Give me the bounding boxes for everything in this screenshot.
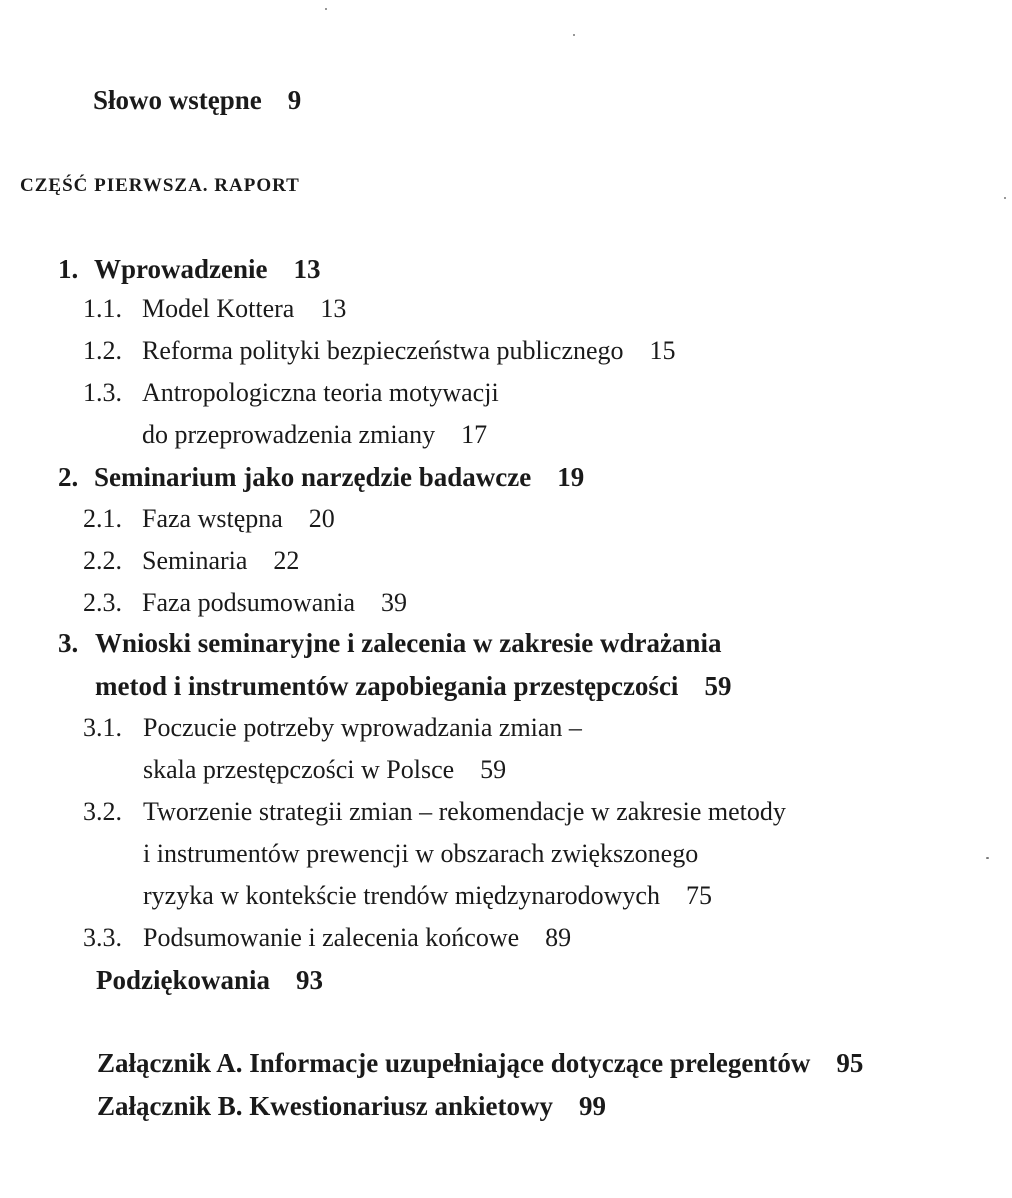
toc-entry-section-1-3[interactable]	[83, 380, 499, 406]
entry-title-line-2: metod i instrumentów zapobiegania przestępczości	[95, 671, 679, 701]
entry-title-line-1: Wnioski seminaryjne i zalecenia w zakresie wdrażania	[95, 628, 722, 658]
page-number: 95	[836, 1048, 864, 1078]
page-number: 22	[273, 546, 300, 575]
entry-number: 1.2.	[83, 336, 122, 365]
toc-entry-section-1-1[interactable]	[83, 296, 346, 322]
entry-title: Faza wstępna	[142, 504, 283, 533]
toc-entry-section-2-1[interactable]	[83, 506, 335, 532]
page-number: 20	[308, 504, 335, 533]
page-number: 13	[320, 294, 347, 323]
entry-title-line-1: Poczucie potrzeby wprowadzania zmian –	[143, 713, 582, 742]
toc-entry-section-1-2[interactable]	[83, 338, 676, 364]
scan-speck	[325, 8, 327, 10]
entry-number: 1.	[58, 254, 79, 284]
toc-entry-section-3-2-line-3[interactable]	[143, 883, 712, 909]
entry-number: 1.3.	[83, 378, 122, 407]
entry-number: 2.3.	[83, 588, 122, 617]
toc-entry-acknowledgements[interactable]	[96, 967, 323, 994]
toc-entry-section-2-3[interactable]	[83, 590, 407, 616]
entry-number: 3.2.	[83, 797, 122, 826]
toc-entry-chapter-2[interactable]	[58, 464, 584, 491]
toc-entry-appendix-b[interactable]	[97, 1093, 606, 1120]
entry-title-line-2: do przeprowadzenia zmiany	[142, 420, 436, 449]
scan-speck	[1004, 197, 1006, 199]
page-number: 89	[545, 923, 572, 952]
entry-title: Załącznik A. Informacje uzupełniające dotyczące prelegentów	[97, 1048, 811, 1078]
entry-title-line-1: Antropologiczna teoria motywacji	[142, 378, 499, 407]
toc-entry-chapter-3[interactable]	[58, 630, 721, 657]
toc-entry-section-3-3[interactable]	[83, 925, 571, 951]
toc-entry-appendix-a[interactable]	[97, 1050, 863, 1077]
entry-number: 3.1.	[83, 713, 122, 742]
page-number: 19	[557, 462, 585, 492]
entry-number: 1.1.	[83, 294, 122, 323]
entry-title: Wprowadzenie	[94, 254, 268, 284]
entry-title: Reforma polityki bezpieczeństwa publicznego	[142, 336, 624, 365]
page-number: 13	[293, 254, 321, 284]
toc-entry-chapter-3-continued[interactable]	[95, 673, 731, 700]
part-heading: CZĘŚĆ PIERWSZA. RAPORT	[20, 175, 300, 196]
page-number: 59	[704, 671, 732, 701]
toc-entry-section-3-1[interactable]	[83, 715, 582, 741]
page-number: 9	[287, 85, 302, 115]
toc-entry-section-1-3-continued[interactable]	[142, 422, 487, 448]
page-number: 93	[296, 965, 324, 995]
entry-number: 2.	[58, 462, 79, 492]
entry-number: 2.1.	[83, 504, 122, 533]
toc-entry-foreword[interactable]	[93, 87, 301, 114]
toc-entry-section-3-1-continued[interactable]	[143, 757, 506, 783]
entry-title: Faza podsumowania	[142, 588, 356, 617]
page-number: 99	[579, 1091, 607, 1121]
entry-title-line-1: Tworzenie strategii zmian – rekomendacje w zakresie metody	[143, 797, 786, 826]
toc-entry-section-3-2-line-2[interactable]	[143, 841, 698, 867]
entry-title-line-3: ryzyka w kontekście trendów międzynarodowych	[143, 881, 660, 910]
entry-title: Załącznik B. Kwestionariusz ankietowy	[97, 1091, 554, 1121]
toc-entry-section-3-2[interactable]	[83, 799, 786, 825]
toc-entry-chapter-1[interactable]	[58, 256, 321, 283]
page-number: 15	[649, 336, 676, 365]
entry-title: Podziękowania	[96, 965, 271, 995]
entry-number: 3.	[58, 628, 79, 658]
entry-title: Model Kottera	[142, 294, 295, 323]
entry-title: Słowo wstępne	[93, 85, 262, 115]
page-number: 39	[381, 588, 408, 617]
scan-speck	[986, 857, 989, 859]
page-number: 17	[461, 420, 488, 449]
scan-speck	[573, 34, 575, 36]
entry-number: 2.2.	[83, 546, 122, 575]
entry-title-line-2: i instrumentów prewencji w obszarach zwiększonego	[143, 839, 699, 868]
page-number: 59	[480, 755, 507, 784]
entry-title: Seminaria	[142, 546, 248, 575]
entry-title-line-2: skala przestępczości w Polsce	[143, 755, 455, 784]
toc-entry-section-2-2[interactable]	[83, 548, 299, 574]
page-number: 75	[685, 881, 712, 910]
entry-title: Seminarium jako narzędzie badawcze	[94, 462, 532, 492]
entry-title: Podsumowanie i zalecenia końcowe	[143, 923, 520, 952]
entry-number: 3.3.	[83, 923, 122, 952]
